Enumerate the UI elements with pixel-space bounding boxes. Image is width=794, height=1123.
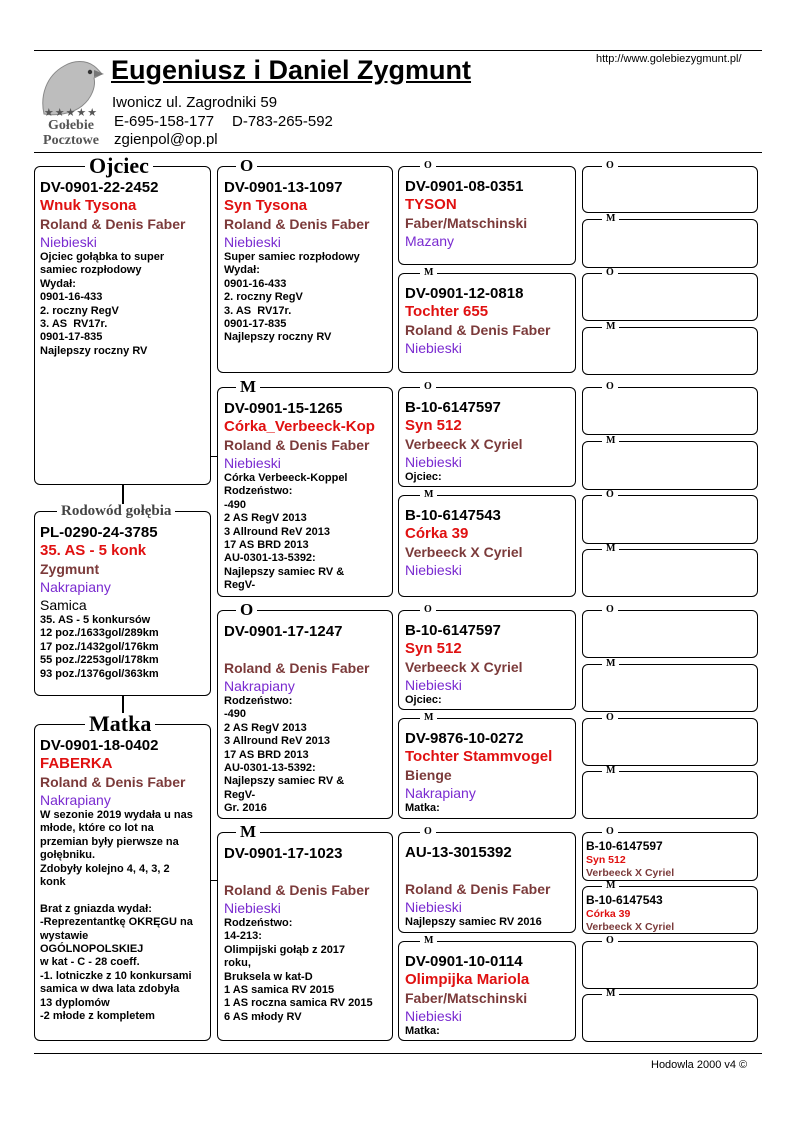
o-label: O <box>236 157 257 174</box>
ring-number: DV-0901-10-0114 <box>405 953 523 970</box>
pigeon-name: Córka 39 <box>586 908 631 920</box>
pigeon-name <box>224 641 386 659</box>
color: Nakrapiany <box>224 678 295 694</box>
o-label: O <box>602 490 618 500</box>
o-label: O <box>420 827 436 837</box>
m-label: M <box>602 659 619 669</box>
info: Ojciec: <box>405 471 442 483</box>
mm-card[interactable] <box>217 832 393 1041</box>
ring-number: DV-0901-17-1023 <box>224 845 343 862</box>
breeder: Zygmunt <box>40 561 100 577</box>
g4-card-2[interactable] <box>582 219 758 268</box>
g4-card-16[interactable] <box>582 994 758 1042</box>
pigeon-name: Olimpijka Mariola <box>405 971 530 988</box>
m-label: M <box>602 989 619 999</box>
pigeon-name: Syn 512 <box>405 417 462 434</box>
m-label: M <box>602 881 619 891</box>
website: http://www.golebiezygmunt.pl/ <box>596 53 742 65</box>
address: Iwonicz ul. Zagrodniki 59 <box>112 94 278 111</box>
info: Rodzeństwo: -490 2 AS RegV 2013 3 Allround ReV 2013 17 AS BRD 2013 AU-0301-13-5392: Najlepszy samiec RV & RegV- Gr. 2016 <box>224 695 345 815</box>
color: Niebieski <box>405 677 462 693</box>
father-card[interactable] <box>34 166 211 485</box>
email: zgienpol@op.pl <box>114 131 218 148</box>
ffm-card[interactable] <box>398 273 576 373</box>
mfm-card[interactable] <box>398 718 576 819</box>
m-label: M <box>236 378 260 395</box>
color: Nakrapiany <box>40 792 111 808</box>
pigeon-name: Syn 512 <box>405 640 462 657</box>
g4-card-15[interactable] <box>582 941 758 989</box>
o-label: O <box>602 713 618 723</box>
info: Najlepszy samiec RV 2016 <box>405 916 542 928</box>
phone2: D-783-265-592 <box>232 113 333 130</box>
info: Rodzeństwo: 14-213: Olimpijski gołąb z 2017 roku, Bruksela w kat-D 1 AS samica RV 2015 1 AS roczna samica RV 2015 6 AS młody RV <box>224 917 373 1023</box>
breeder: Roland & Denis Faber <box>40 774 186 790</box>
pigeon-name <box>405 862 569 880</box>
g4-card-5[interactable] <box>582 387 758 435</box>
breeder: Roland & Denis Faber <box>224 660 370 676</box>
breeder: Roland & Denis Faber <box>224 216 370 232</box>
g4-card-4[interactable] <box>582 327 758 375</box>
pigeon-name: Tochter 655 <box>405 303 489 320</box>
info: W sezonie 2019 wydała u nas młode, które co lot na przemian były pierwsze na gołębniku. Zdobyły kolejno 4, 4, 3, 2 konk Brat z gniazda wydał: -Reprezentantkę OKRĘGU na wystawie OGÓLNOPOLSKIEJ w kat - C - 28 coeff. -1. lotniczke z 10 konkursami samica w dwa lata zdobyła 13 dyplomów -2 młode z kompletem <box>40 809 193 1023</box>
color: Nakrapiany <box>405 785 476 801</box>
mff-card[interactable] <box>398 610 576 710</box>
ring-number: DV-0901-18-0402 <box>40 737 159 754</box>
breeder: Faber/Matschinski <box>405 990 528 1006</box>
subject-card[interactable] <box>34 511 211 696</box>
o-label: O <box>602 382 618 392</box>
breeder: Verbeeck X Cyriel <box>405 659 523 675</box>
ring-number: B-10-6147597 <box>405 622 501 639</box>
pigeon-name: Tochter Stammvogel <box>405 748 553 765</box>
g4-card-mmf-f[interactable] <box>582 832 758 881</box>
ring-number: B-10-6147543 <box>405 507 501 524</box>
color: Niebieski <box>40 234 97 250</box>
info: Super samiec rozpłodowy Wydał: 0901-16-433 2. roczny RegV 3. AS RV17r. 0901-17-835 Najlepszy roczny RV <box>224 251 360 344</box>
ring-number: PL-0290-24-3785 <box>40 524 158 541</box>
info: Ojciec: <box>405 694 442 706</box>
breeder: Verbeeck X Cyriel <box>586 921 675 933</box>
logo-stars: ★★★★★ <box>43 107 99 119</box>
m-label: M <box>420 490 437 500</box>
color: Niebieski <box>405 454 462 470</box>
g4-card-11[interactable] <box>582 718 758 766</box>
ff-card[interactable] <box>217 166 393 373</box>
breeder-title: Eugeniusz i Daniel Zygmunt <box>111 55 472 85</box>
logo <box>36 56 106 148</box>
o-label: O <box>602 161 618 171</box>
m-label: M <box>602 544 619 554</box>
pigeon-name: Córka 39 <box>405 525 469 542</box>
pigeon-name: Syn Tysona <box>224 197 308 214</box>
mmm-card[interactable] <box>398 941 576 1041</box>
mother-label: Matka <box>85 713 155 735</box>
g4-card-12[interactable] <box>582 771 758 819</box>
breeder: Verbeeck X Cyriel <box>405 544 523 560</box>
color: Niebieski <box>405 340 462 356</box>
o-label: O <box>420 382 436 392</box>
info: Matka: <box>405 802 440 814</box>
ring-number: DV-0901-15-1265 <box>224 400 343 417</box>
ring-number: B-10-6147597 <box>405 399 501 416</box>
g4-card-3[interactable] <box>582 273 758 321</box>
breeder: Faber/Matschinski <box>405 215 528 231</box>
color: Niebieski <box>405 899 462 915</box>
o-label: O <box>420 161 436 171</box>
o-label: O <box>602 827 618 837</box>
info: Matka: <box>405 1025 440 1037</box>
o-label: O <box>602 605 618 615</box>
ring-number: B-10-6147543 <box>586 893 663 907</box>
pigeon-name: Wnuk Tysona <box>40 197 137 214</box>
pigeon-name: Syn 512 <box>586 854 626 866</box>
ring-number: DV-0901-13-1097 <box>224 179 343 196</box>
color: Niebieski <box>224 234 281 250</box>
sex: Samica <box>40 597 87 613</box>
g4-card-10[interactable] <box>582 664 758 712</box>
ring-number: DV-0901-12-0818 <box>405 285 524 302</box>
ring-number: DV-0901-22-2452 <box>40 179 159 196</box>
g4-card-8[interactable] <box>582 549 758 597</box>
footer-text: Hodowla 2000 v4 © <box>651 1059 748 1071</box>
color: Niebieski <box>405 1008 462 1024</box>
o-label: O <box>236 601 257 618</box>
m-label: M <box>602 436 619 446</box>
mf-card[interactable] <box>217 610 393 819</box>
m-label: M <box>602 214 619 224</box>
fff-card[interactable] <box>398 166 576 265</box>
m-label: M <box>602 766 619 776</box>
color: Niebieski <box>224 900 281 916</box>
color: Nakrapiany <box>40 579 111 595</box>
g4-card-7[interactable] <box>582 495 758 544</box>
breeder: Roland & Denis Faber <box>224 882 370 898</box>
m-label: M <box>420 268 437 278</box>
mother-card[interactable] <box>34 724 211 1041</box>
breeder: Bienge <box>405 767 452 783</box>
g4-card-9[interactable] <box>582 610 758 658</box>
pigeon-name: Córka_Verbeeck-Kop <box>224 418 375 435</box>
breeder: Roland & Denis Faber <box>405 322 551 338</box>
phone1: E-695-158-177 <box>114 113 215 130</box>
mmf-card[interactable] <box>398 832 576 933</box>
ring-number: AU-13-3015392 <box>405 844 512 861</box>
pigeon-name: TYSON <box>405 196 457 213</box>
m-label: M <box>236 823 260 840</box>
breeder: Verbeeck X Cyriel <box>586 867 675 879</box>
color: Niebieski <box>224 455 281 471</box>
pigeon-name: FABERKA <box>40 755 113 772</box>
fmm-card[interactable] <box>398 495 576 597</box>
info: 35. AS - 5 konkursów 12 poz./1633gol/289km 17 poz./1432gol/176km 55 poz./2253gol/178km 93 poz./1376gol/363km <box>40 614 159 680</box>
info: Ojciec gołąbka to super samiec rozpłodowy Wydał: 0901-16-433 2. roczny RegV 3. AS RV17r. 0901-17-835 Najlepszy roczny RV <box>40 251 165 357</box>
color: Mazany <box>405 233 455 249</box>
pedigree-label: Rodowód gołębia <box>57 504 175 519</box>
ring-number: DV-9876-10-0272 <box>405 730 524 747</box>
fmf-card[interactable] <box>398 387 576 487</box>
breeder: Roland & Denis Faber <box>40 216 186 232</box>
g4-card-6[interactable] <box>582 441 758 490</box>
logo-line1: Gołebie <box>48 118 94 133</box>
m-label: M <box>602 322 619 332</box>
pigeon-name: 35. AS - 5 konk <box>40 542 147 559</box>
breeder: Verbeeck X Cyriel <box>405 436 523 452</box>
o-label: O <box>602 936 618 946</box>
ring-number: DV-0901-17-1247 <box>224 623 343 640</box>
logo-line2: Pocztowe <box>43 133 99 148</box>
g4-card-1[interactable] <box>582 166 758 213</box>
o-label: O <box>602 268 618 278</box>
info: Córka Verbeeck-Koppel Rodzeństwo: -490 2 AS RegV 2013 3 Allround ReV 2013 17 AS BRD 2013 AU-0301-13-5392: Najlepszy samiec RV & RegV- <box>224 472 348 592</box>
breeder: Roland & Denis Faber <box>405 881 551 897</box>
breeder: Roland & Denis Faber <box>224 437 370 453</box>
pigeon-name <box>224 863 386 881</box>
m-label: M <box>420 936 437 946</box>
color: Niebieski <box>405 562 462 578</box>
ring-number: DV-0901-08-0351 <box>405 178 524 195</box>
m-label: M <box>420 713 437 723</box>
fm-card[interactable] <box>217 387 393 597</box>
o-label: O <box>420 605 436 615</box>
g4-card-mmf-m[interactable] <box>582 886 758 934</box>
ring-number: B-10-6147597 <box>586 839 663 853</box>
father-label: Ojciec <box>85 155 153 177</box>
